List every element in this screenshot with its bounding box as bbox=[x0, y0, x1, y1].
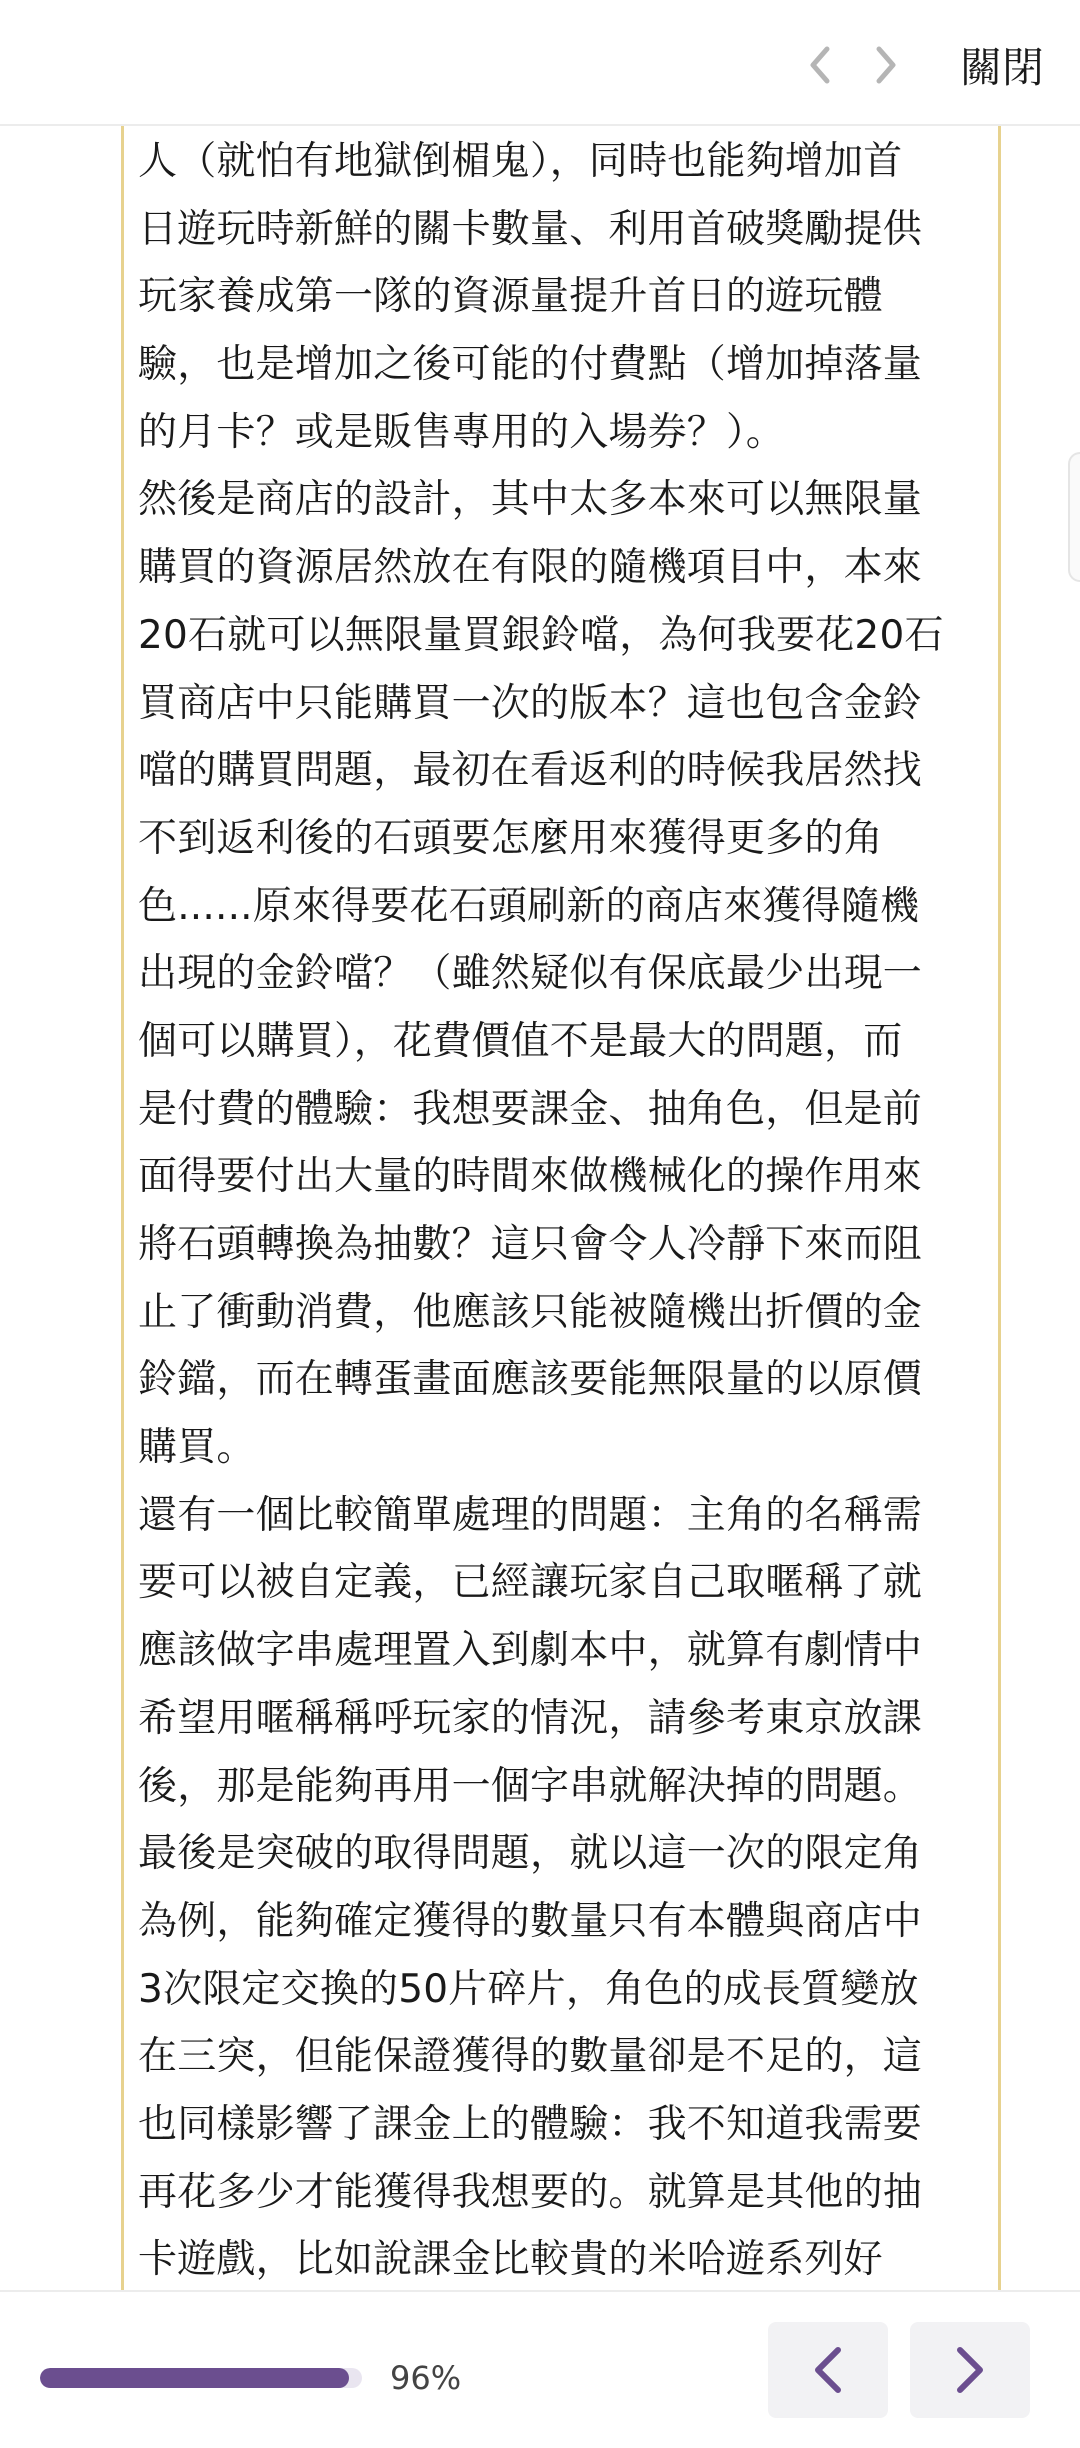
article-line: 後，那是能夠再用一個字串就解決掉的問題。 bbox=[138, 1763, 923, 1809]
article-line: 卡遊戲，比如說課金比較貴的米哈遊系列好 bbox=[138, 2237, 883, 2283]
close-button[interactable]: 關閉 bbox=[960, 43, 1045, 92]
article-line: 為例，能夠確定獲得的數量只有本體與商店中 bbox=[138, 1898, 923, 1944]
reading-progress-bar[interactable] bbox=[40, 2368, 362, 2388]
article-line: 個可以購買），花費價值不是最大的問題，而 bbox=[138, 1018, 903, 1064]
article-line: 最後是突破的取得問題，就以這一次的限定角 bbox=[138, 1831, 923, 1877]
article-line: 購買的資源居然放在有限的隨機項目中，本來 bbox=[138, 545, 923, 591]
article-line: 的月卡？或是販售專用的入場券？）。 bbox=[138, 409, 785, 455]
article-line: 要可以被自定義，已經讓玩家自己取暱稱了就 bbox=[138, 1560, 923, 1606]
article-line: 不到返利後的石頭要怎麼用來獲得更多的角 bbox=[138, 815, 883, 861]
article-line: 買商店中只能購買一次的版本？這也包含金鈴 bbox=[138, 680, 923, 726]
article-line: 玩家養成第一隊的資源量提升首日的遊玩體 bbox=[138, 274, 883, 320]
chevron-right-icon bbox=[871, 43, 901, 87]
chevron-left-icon bbox=[805, 43, 835, 87]
article-line: 也同樣影響了課金上的體驗：我不知道我需要 bbox=[138, 2101, 923, 2147]
prev-chapter-button[interactable] bbox=[790, 30, 850, 100]
article-line: 還有一個比較簡單處理的問題：主角的名稱需 bbox=[138, 1492, 923, 1538]
article-line: 出現的金鈴噹？（雖然疑似有保底最少出現一 bbox=[138, 951, 923, 997]
prev-page-button[interactable] bbox=[768, 2322, 888, 2418]
article-line: 噹的購買問題，最初在看返利的時候我居然找 bbox=[138, 748, 923, 794]
article-line: 再花多少才能獲得我想要的。就算是其他的抽 bbox=[138, 2169, 923, 2215]
article-line: 面得要付出大量的時間來做機械化的操作用來 bbox=[138, 1154, 923, 1200]
bottom-bar bbox=[0, 2290, 1080, 2448]
article-body bbox=[138, 128, 988, 2290]
article-line: 應該做字串處理置入到劇本中，就算有劇情中 bbox=[138, 1628, 923, 1674]
chevron-left-icon bbox=[808, 2342, 848, 2398]
article-line: 將石頭轉換為抽數？這只會令人冷靜下來而阻 bbox=[138, 1222, 923, 1267]
article-line: 購買。 bbox=[138, 1425, 256, 1471]
article-line: 希望用暱稱稱呼玩家的情況，請參考東京放課 bbox=[138, 1695, 923, 1741]
article-line: 20石就可以無限量買銀鈴噹，為何我要花20石 bbox=[138, 612, 944, 658]
side-drawer-handle[interactable] bbox=[1068, 452, 1080, 582]
article-frame bbox=[121, 126, 1001, 2290]
article-line: 日遊玩時新鮮的關卡數量、利用首破獎勵提供 bbox=[138, 206, 923, 252]
chevron-right-icon bbox=[950, 2342, 990, 2398]
article-line: 止了衝動消費，他應該只能被隨機出折價的金 bbox=[138, 1289, 923, 1335]
article-line: 3次限定交換的50片碎片，角色的成長質變放 bbox=[138, 1966, 919, 2012]
article-line: 然後是商店的設計，其中太多本來可以無限量 bbox=[138, 477, 923, 523]
next-page-button[interactable] bbox=[910, 2322, 1030, 2418]
reading-progress-label: 96% bbox=[390, 2359, 462, 2397]
article-line: 色......原來得要花石頭刷新的商店來獲得隨機 bbox=[138, 883, 920, 929]
article-line: 鈴鐺，而在轉蛋畫面應該要能無限量的以原價 bbox=[138, 1357, 923, 1403]
reading-progress-fill bbox=[40, 2368, 349, 2388]
article-line: 是付費的體驗：我想要課金、抽角色，但是前 bbox=[138, 1086, 923, 1132]
article-line: 在三突，但能保證獲得的數量卻是不足的，這 bbox=[138, 2034, 923, 2080]
next-chapter-button[interactable] bbox=[856, 30, 916, 100]
top-bar bbox=[0, 0, 1080, 126]
article-line: 驗，也是增加之後可能的付費點（增加掉落量 bbox=[138, 342, 923, 388]
article-line: 人（就怕有地獄倒楣鬼），同時也能夠增加首 bbox=[138, 139, 903, 184]
